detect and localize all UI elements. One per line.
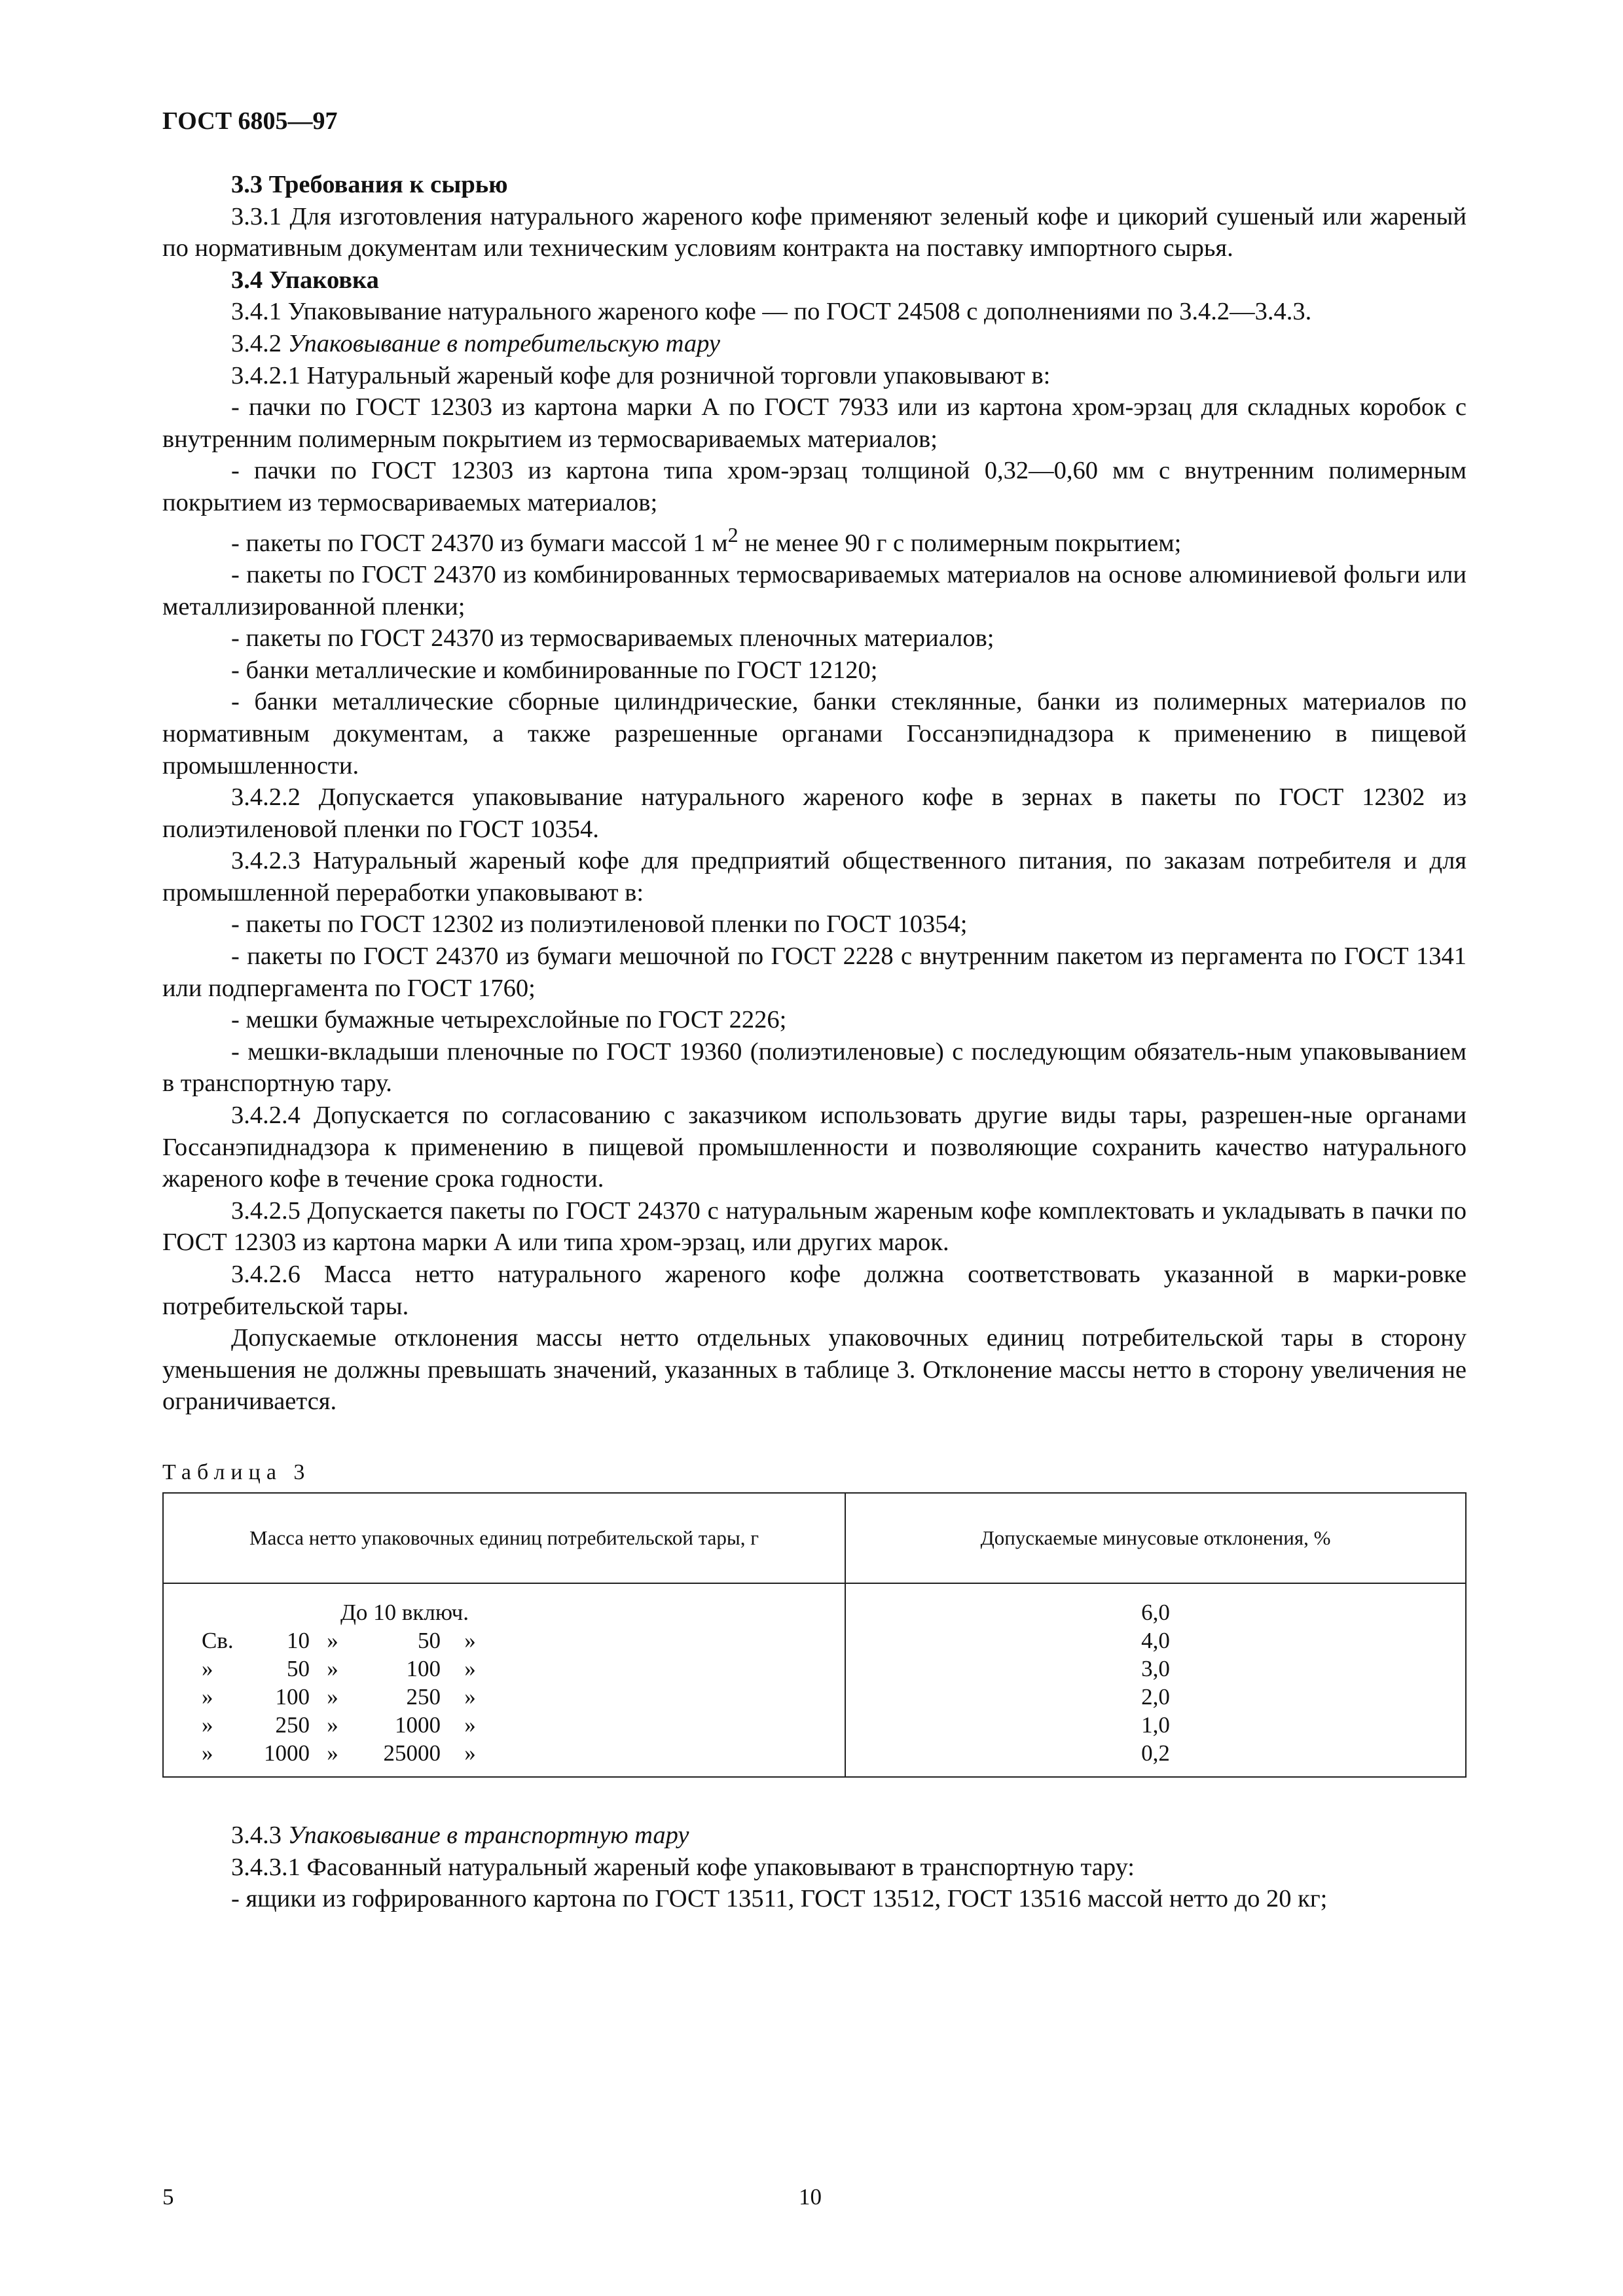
superscript: 2 — [727, 522, 739, 547]
paragraph-3-4-2-3: 3.4.2.3 Натуральный жареный кофе для предприятий общественного питания, по заказам потребителя и для промышленной переработки упаковывают в: — [162, 847, 1467, 906]
paragraph-3-4-2-5: 3.4.2.5 Допускается пакеты по ГОСТ 24370 с натуральным жареным кофе комплектовать и укладывать в пачки по ГОСТ 12303 из картона марки А или типа хром-эрзац, или других марок. — [162, 1196, 1467, 1257]
mass-cell-d: 250 — [406, 1683, 441, 1710]
subsection-number: 3.4.2 — [231, 329, 282, 357]
mass-cell-d: 1000 — [395, 1712, 441, 1738]
table-caption: Таблица 3 — [162, 1460, 311, 1484]
list-item: - пачки по ГОСТ 12303 из картона типа хром-эрзац толщиной 0,32—0,60 мм с внутренним полимерным покрытием из термосвариваемых материалов; — [162, 457, 1467, 516]
list-item: - пакеты по ГОСТ 24370 из комбинированных термосвариваемых материалов на основе алюминиевой фольги или металлизированной пленки; — [162, 560, 1467, 620]
mass-cell-d: 100 — [406, 1655, 441, 1681]
list-item-text: не менее 90 г с полимерным покрытием; — [738, 529, 1182, 557]
paragraph-3-4-2-1: 3.4.2.1 Натуральный жареный кофе для розничной торговли упаковывают в: — [231, 361, 1051, 389]
deviation-value: 4,0 — [1141, 1627, 1170, 1653]
mass-row — [177, 1739, 831, 1767]
paragraph-3-4-2-4: 3.4.2.4 Допускается по согласованию с заказчиком использовать другие виды тары, разрешен-ные органами Госсанэпиднадзора к применению в пищевой промышленности и позволяющие сохранить качество натурального жареного кофе в течение срока годности. — [162, 1102, 1467, 1193]
mass-cell-a: Св. — [202, 1627, 234, 1653]
mass-list — [177, 1598, 831, 1767]
mass-cell-e: » — [464, 1740, 476, 1766]
mass-cell-e: » — [464, 1683, 476, 1710]
mass-cell-b: 1000 — [264, 1740, 310, 1766]
mass-cell-c: » — [327, 1712, 338, 1738]
mass-cell-e: » — [464, 1627, 476, 1653]
footer-page-marker: 5 — [162, 2184, 174, 2210]
subsection-title: Упаковывание в транспортную тару — [287, 1821, 689, 1849]
mass-cell-e: » — [464, 1712, 476, 1738]
mass-row-first: До 10 включ. — [340, 1599, 469, 1625]
mass-row — [177, 1626, 831, 1655]
document-body-continued — [162, 1820, 1467, 1915]
mass-cell-d: 50 — [418, 1627, 441, 1653]
mass-cell-c: » — [327, 1683, 338, 1710]
list-item: - пакеты по ГОСТ 12302 из полиэтиленовой пленки по ГОСТ 10354; — [231, 910, 968, 939]
mass-cell-a: » — [202, 1683, 213, 1710]
mass-row — [177, 1683, 831, 1711]
paragraph-3-4-2-6: 3.4.2.6 Масса нетто натурального жареного кофе должна соответствовать указанной в марки-ровке потребительской тары. — [162, 1261, 1467, 1320]
list-item: - мешки бумажные четырехслойные по ГОСТ 2226; — [231, 1006, 787, 1034]
document-body — [162, 169, 1467, 1418]
paragraph-3-4-2-2: 3.4.2.2 Допускается упаковывание натурального жареного кофе в зернах в пакеты по ГОСТ 12302 из полиэтиленовой пленки по ГОСТ 10354. — [162, 783, 1467, 843]
mass-cell-d: 25000 — [383, 1740, 441, 1766]
subsection-heading-3-4-2 — [162, 328, 1467, 360]
table-cell-mass — [163, 1583, 845, 1777]
mass-cell-b: 250 — [275, 1712, 310, 1738]
subsection-number: 3.4.3 — [231, 1821, 282, 1849]
deviation-value: 0,2 — [1141, 1740, 1170, 1766]
table-body-row — [163, 1583, 1466, 1777]
section-heading-3-3: 3.3 Требования к сырью — [231, 171, 508, 198]
mass-cell-c: » — [327, 1655, 338, 1681]
mass-cell-a: » — [202, 1740, 213, 1766]
subsection-title: Упаковывание в потребительскую тару — [287, 329, 720, 357]
deviation-value: 1,0 — [1141, 1712, 1170, 1738]
table-3 — [162, 1492, 1467, 1778]
mass-cell-a: » — [202, 1712, 213, 1738]
mass-cell-b: 50 — [287, 1655, 310, 1681]
table-header-deviation: Допускаемые минусовые отклонения, % — [845, 1493, 1466, 1583]
mass-cell-e: » — [464, 1655, 476, 1681]
mass-cell-c: » — [327, 1740, 338, 1766]
table-header-row — [163, 1493, 1466, 1583]
list-item: - пачки по ГОСТ 12303 из картона марки А по ГОСТ 7933 или из картона хром-эрзац для складных коробок с внутренним полимерным покрытием из термосвариваемых материалов; — [162, 393, 1467, 453]
deviation-list — [859, 1598, 1452, 1767]
paragraph-deviation-note: Допускаемые отклонения массы нетто отдельных упаковочных единиц потребительской тары в сторону уменьшения не должны превышать значений, указанных в таблице 3. Отклонение массы нетто в сторону увеличения не ограничивается. — [162, 1324, 1467, 1416]
mass-cell-b: 100 — [275, 1683, 310, 1710]
list-item: - ящики из гофрированного картона по ГОСТ 13511, ГОСТ 13512, ГОСТ 13516 массой нетто до 20 кг; — [231, 1885, 1328, 1913]
list-item: - пакеты по ГОСТ 24370 из бумаги мешочной по ГОСТ 2228 с внутренним пакетом из пергамента по ГОСТ 1341 или подпергамента по ГОСТ 1760; — [162, 942, 1467, 1002]
list-item: - мешки-вкладыши пленочные по ГОСТ 19360 (полиэтиленовые) с последующим обязатель-ным упаковыванием в транспортную тару. — [162, 1037, 1467, 1098]
list-item-text: - пакеты по ГОСТ 24370 из бумаги массой 1 м — [231, 529, 728, 557]
paragraph-3-4-1: 3.4.1 Упаковывание натурального жареного кофе — по ГОСТ 24508 с дополнениями по 3.4.2—3.4.3. — [231, 298, 1312, 326]
list-item: - банки металлические и комбинированные по ГОСТ 12120; — [231, 656, 878, 684]
mass-row — [177, 1655, 831, 1683]
document-header: ГОСТ 6805—97 — [162, 107, 338, 135]
mass-cell-c: » — [327, 1627, 338, 1653]
list-item: - банки металлические сборные цилиндрические, банки стеклянные, банки из полимерных материалов по нормативным документам, а также разрешенные органами Госсанэпиднадзора к применению в пищевой промышленности. — [162, 688, 1467, 780]
table-header-mass: Масса нетто упаковочных единиц потребительской тары, г — [163, 1493, 845, 1583]
deviation-value: 2,0 — [1141, 1683, 1170, 1710]
page-number: 10 — [799, 2184, 822, 2210]
mass-cell-a: » — [202, 1655, 213, 1681]
document-page — [162, 105, 1467, 1915]
paragraph-3-4-3-1: 3.4.3.1 Фасованный натуральный жареный кофе упаковывают в транспортную тару: — [231, 1853, 1135, 1881]
list-item: - пакеты по ГОСТ 24370 из термосвариваемых пленочных материалов; — [231, 624, 994, 653]
deviation-value: 6,0 — [1141, 1599, 1170, 1625]
mass-row — [177, 1711, 831, 1739]
subsection-heading-3-4-3 — [162, 1820, 1467, 1852]
list-item — [162, 519, 1467, 559]
table-cell-deviation — [845, 1583, 1466, 1777]
mass-cell-b: 10 — [287, 1627, 310, 1653]
deviation-value: 3,0 — [1141, 1655, 1170, 1681]
paragraph-3-3-1: 3.3.1 Для изготовления натурального жареного кофе применяют зеленый кофе и цикорий сушеный или жареный по нормативным документам или техническим условиям контракта на поставку импортного сырья. — [162, 202, 1467, 262]
section-heading-3-4: 3.4 Упаковка — [231, 266, 379, 294]
